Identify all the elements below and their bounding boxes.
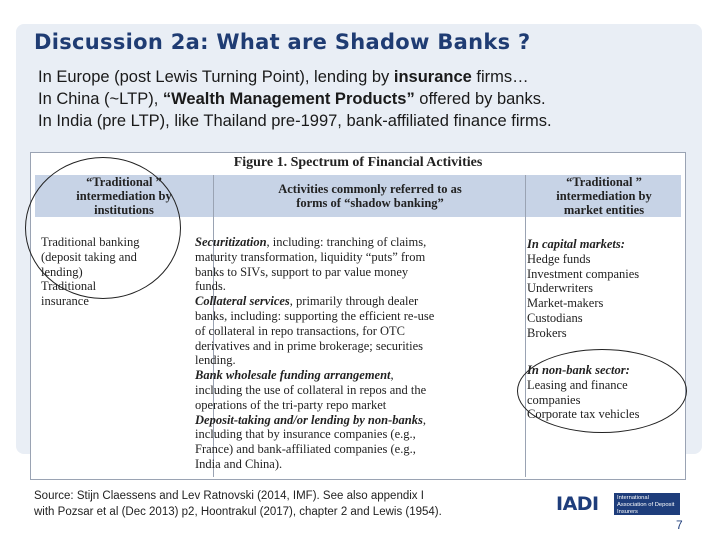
col2-line-lead: Securitization <box>195 235 267 249</box>
col2-line-text: banks to SIVs, support to par value money <box>195 264 409 279</box>
col1-line: lending) <box>41 264 83 279</box>
col3-line: Underwriters <box>527 281 593 296</box>
bullet-china <box>38 88 552 110</box>
col2-line-text: including the use of collateral in repos and the <box>195 382 427 397</box>
col2-line-text: including that by insurance companies (e.g., <box>195 427 416 442</box>
col2-line-text: , including: tranching of claims, <box>266 235 427 249</box>
col1-line: insurance <box>41 294 89 309</box>
col2-line <box>195 294 434 309</box>
col3-line: companies <box>527 392 581 407</box>
col2-line <box>195 398 434 413</box>
col2-line <box>195 413 434 428</box>
col2-line <box>195 324 434 339</box>
col2-line <box>195 442 434 457</box>
col2-line <box>195 279 434 294</box>
col3-line: Brokers <box>527 325 567 340</box>
col3-line: Hedge funds <box>527 251 591 266</box>
bullet-bold: “Wealth Management Products” <box>162 90 415 108</box>
bullet-europe <box>38 66 552 88</box>
bullet-text: In Europe (post Lewis Turning Point), lending by <box>38 68 394 86</box>
bullet-list <box>38 66 552 132</box>
page-number: 7 <box>676 518 683 532</box>
iadi-logo-mark: IADI <box>556 493 599 515</box>
col2-line-lead: Bank wholesale funding arrangement <box>195 368 391 383</box>
col2-line <box>195 250 434 265</box>
non-bank-heading: In non-bank sector: <box>527 363 630 377</box>
header-market-entities: “Traditional ” intermediation by market entities <box>556 175 652 217</box>
col1-line: Traditional banking <box>41 235 140 249</box>
col2-line-text: , <box>422 412 426 427</box>
col1-line: Traditional <box>41 279 97 294</box>
col2-line-text: of collateral in repo transactions, for OTC <box>195 323 405 338</box>
iadi-logo <box>556 484 682 524</box>
col2-line-text: lending. <box>195 353 236 368</box>
col2-line-text: maturity transformation, liquidity “puts” from <box>195 249 426 264</box>
capital-markets-heading: In capital markets: <box>527 237 625 251</box>
col3-line: Market-makers <box>527 296 604 311</box>
col3-line: Leasing and finance <box>527 377 628 392</box>
col2-line <box>195 427 434 442</box>
col2-line-text: , primarily through dealer <box>289 294 419 309</box>
figure-header-row <box>35 175 681 217</box>
col2-line-text: derivatives and in prime brokerage; securities <box>195 338 424 353</box>
col2-shadow-banking <box>195 235 434 472</box>
bullet-india <box>38 110 552 132</box>
figure-title: Figure 1. Spectrum of Financial Activities <box>233 155 483 170</box>
col2-line-lead: Deposit-taking and/or lending by non-banks <box>195 412 423 427</box>
bullet-bold: insurance <box>393 68 472 86</box>
col3-line: Investment companies <box>527 266 640 281</box>
col1-institutions <box>41 235 140 309</box>
bullet-text: firms… <box>471 68 529 86</box>
bullet-text: In China (~LTP), <box>38 90 163 108</box>
col3-line: Corporate tax vehicles <box>527 407 640 422</box>
header-shadow-banking: Activities commonly referred to as forms of “shadow banking” <box>278 182 462 210</box>
col2-line <box>195 309 434 324</box>
col3-non-bank-sector <box>527 363 639 422</box>
bullet-text: In India (pre LTP), like Thailand pre-1997, bank-affiliated <box>38 112 454 130</box>
col2-line-text: operations of the tri-party repo market <box>195 397 387 412</box>
bullet-text: offered by banks. <box>414 90 546 108</box>
col3-line: Custodians <box>527 310 583 325</box>
col2-line-lead: Collateral services <box>195 294 290 309</box>
col2-line <box>195 383 434 398</box>
spectrum-figure <box>30 152 686 480</box>
bullet-text: finance firms. <box>453 112 552 130</box>
source-note <box>34 488 442 520</box>
col2-line-text: India and China). <box>195 456 283 471</box>
column-divider <box>525 175 526 477</box>
col2-line <box>195 457 434 472</box>
col2-line <box>195 353 434 368</box>
col2-line <box>195 368 434 383</box>
col1-line: (deposit taking and <box>41 249 137 264</box>
slide-title: Discussion 2a: What are Shadow Banks ? <box>34 30 531 54</box>
col2-line-text: , <box>390 368 394 383</box>
col2-line-text: France) and bank-affiliated companies (e.g., <box>195 442 416 457</box>
col2-line <box>195 265 434 280</box>
source-line-2: with Pozsar et al (Dec 2013) p2, Hoontrakul (2017), chapter 2 and Lewis (1954). <box>34 506 442 518</box>
col2-line-text: banks, including: supporting the efficient re-use <box>195 308 435 323</box>
col2-line <box>195 339 434 354</box>
col3-capital-markets <box>527 237 639 341</box>
col2-line-text: funds. <box>195 279 226 294</box>
header-institutions: “Traditional ” intermediation by institutions <box>76 175 172 217</box>
iadi-logo-text: International Association of Deposit Insurers <box>614 493 680 515</box>
col2-line <box>195 235 434 250</box>
source-line-1: Source: Stijn Claessens and Lev Ratnovski (2014, IMF). See also appendix I <box>34 490 424 502</box>
